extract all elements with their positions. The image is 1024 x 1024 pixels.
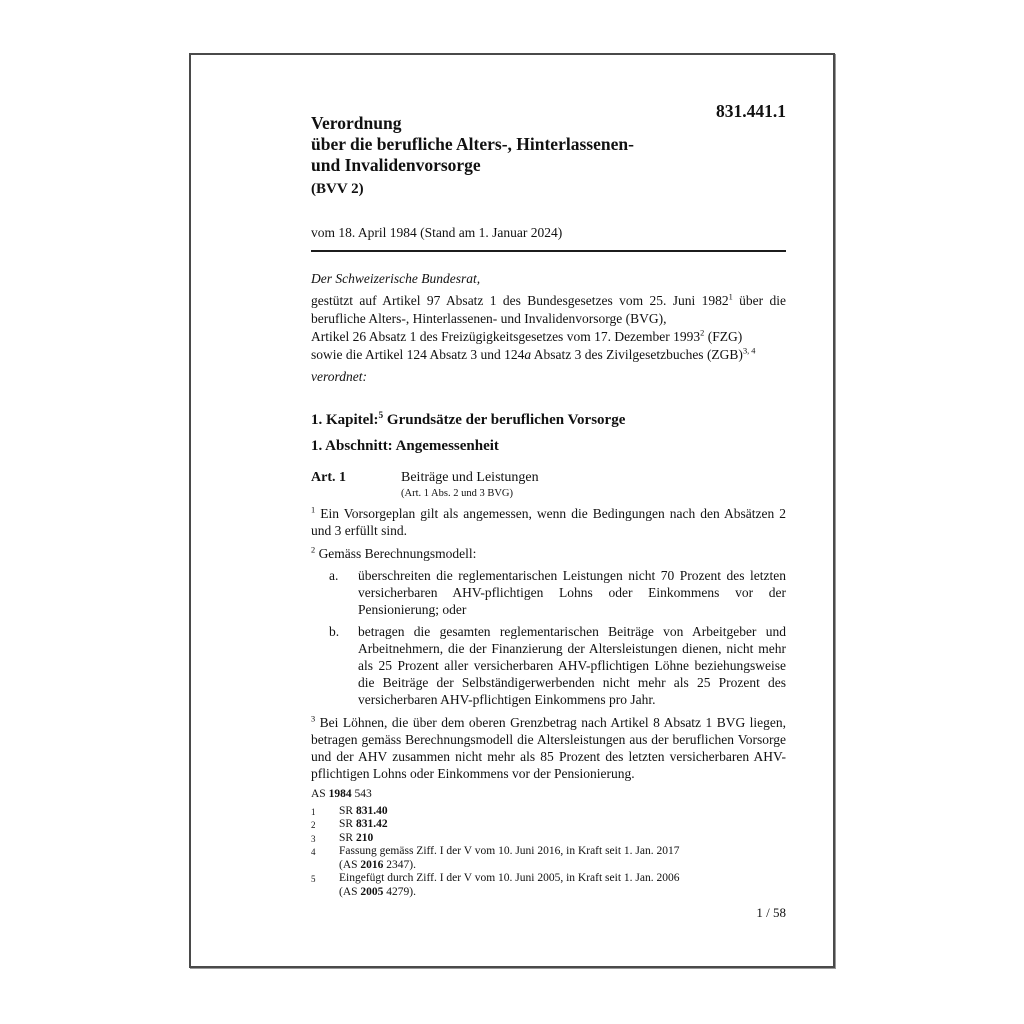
footnote-ref-2: 2 xyxy=(700,328,705,338)
article-legal-note: (Art. 1 Abs. 2 und 3 BVG) xyxy=(401,488,513,499)
doc-number: 831.441.1 xyxy=(716,101,786,121)
footnote-3 xyxy=(311,832,786,846)
date-line: vom 18. April 1984 (Stand am 1. Januar 2024) xyxy=(311,225,563,240)
chapter-heading xyxy=(311,412,786,429)
footnote-4-text: Fassung gemäss Ziff. I der V vom 10. Juni 2016, in Kraft seit 1. Jan. 2017 (AS 2016 2347). xyxy=(339,845,680,871)
article-title: Beiträge und Leistungen xyxy=(401,470,539,485)
chapter-title: Grundsätze der beruflichen Vorsorge xyxy=(383,412,626,428)
footnote-5-text: Eingefügt durch Ziff. I der V vom 10. Juni 2005, in Kraft seit 1. Jan. 2006 (AS 2005 4279). xyxy=(339,872,680,898)
paragraph-1 xyxy=(311,505,786,539)
list-item-a xyxy=(311,567,786,618)
article-title-block xyxy=(401,470,539,499)
as-year: 1984 xyxy=(328,788,352,800)
preamble-basis-3-italic: a xyxy=(524,347,532,362)
footnote-5 xyxy=(311,872,786,899)
footnote-4-number: 4 xyxy=(311,847,316,857)
article-heading xyxy=(311,470,786,499)
footnote-1-text: SR 831.40 xyxy=(339,804,388,817)
page-indicator: 1 / 58 xyxy=(756,905,786,920)
preamble-basis-1: gestützt auf Artikel 97 Absatz 1 des Bundesgesetzes vom 25. Juni 1982 xyxy=(311,293,729,308)
footnote-ref-3-4: 3, 4 xyxy=(742,346,756,356)
footnote-ref-5: 5 xyxy=(378,411,384,421)
footnote-3-number: 3 xyxy=(311,833,316,844)
footnote-1 xyxy=(311,805,786,819)
paragraph-2-text: Gemäss Berechnungsmodell: xyxy=(315,546,477,561)
doc-title-line-2: über die berufliche Alters-, Hinterlassenen- xyxy=(311,134,634,154)
paragraph-3-number: 3 xyxy=(311,714,316,724)
list-item-a-text: überschreiten die reglementarischen Leistungen nicht 70 Prozent des letzten versicherbaren AHV-pflichtigen Lohns oder Einkommens vor der Pensionierung; oder xyxy=(358,568,786,617)
article-number: Art. 1 xyxy=(311,470,346,485)
footnote-2 xyxy=(311,818,786,832)
list-item-b-label: b. xyxy=(329,624,340,639)
doc-title-line-3: und Invalidenvorsorge xyxy=(311,155,481,175)
paragraph-3-text: Bei Löhnen, die über dem oberen Grenzbetrag nach Artikel 8 Absatz 1 BVG liegen, betragen gemäss Berechnungsmodell die Altersleistungen aus der beruflichen Vorsorge und der AHV zusammen nicht mehr als 85 Prozent des letzten versicherbaren AHV-pflichtigen Lohns oder Einkommens vor der Pensionierung. xyxy=(311,715,786,781)
preamble-basis-2b: (FZG) xyxy=(704,329,743,344)
footnote-ref-1: 1 xyxy=(728,292,733,302)
preamble-basis-3a: sowie die Artikel 124 Absatz 3 und 124 xyxy=(311,347,525,362)
preamble-decree: verordnet: xyxy=(311,369,367,384)
as-prefix: AS xyxy=(311,788,329,800)
paragraph-3 xyxy=(311,714,786,782)
paragraph-2-number: 2 xyxy=(311,545,316,555)
list-item-b xyxy=(311,623,786,708)
preamble-basis-1b: über die berufliche Alters-, Hinterlassenen- und Invalidenvorsorge (BVG), xyxy=(311,293,786,326)
footnote-as-line xyxy=(311,788,786,802)
chapter-label: 1. Kapitel: xyxy=(311,412,379,428)
list-item-b-text: betragen die gesamten reglementarischen Beiträge von Arbeitgeber und Arbeitnehmern, die der Finanzierung der Altersleistungen dienen, nicht mehr als 25 Prozent aller versicherbaren AHV-pflichtigen Löhne beziehungsweise die Beiträge der Selbständigerwerbenden nicht mehr als 25 Prozent des versicherbaren AHV-pflichtigen Einkommens pro Jahr. xyxy=(358,624,786,707)
header-rule xyxy=(311,250,786,252)
footnote-5-number: 5 xyxy=(311,874,316,884)
preamble-basis-3b: Absatz 3 des Zivilgesetzbuches (ZGB) xyxy=(531,347,743,362)
paragraph-1-number: 1 xyxy=(311,505,316,515)
preamble-basis-2: Artikel 26 Absatz 1 des Freizügigkeitsgesetzes vom 17. Dezember 1993 xyxy=(311,329,701,344)
footnote-3-text: SR 210 xyxy=(339,831,374,844)
as-number: 543 xyxy=(351,788,372,800)
doc-title xyxy=(311,113,786,176)
footnote-2-number: 2 xyxy=(311,820,316,830)
footnote-4 xyxy=(311,845,786,872)
doc-abbreviation: (BVV 2) xyxy=(311,181,364,197)
footnotes-section xyxy=(311,788,786,899)
footnote-2-text: SR 831.42 xyxy=(339,818,388,830)
paragraph-1-text: Ein Vorsorgeplan gilt als angemessen, wenn die Bedingungen nach den Absätzen 2 und 3 erfüllt sind. xyxy=(311,506,786,538)
doc-title-line-1: Verordnung xyxy=(311,113,402,133)
paragraph-2 xyxy=(311,545,786,562)
preamble-text xyxy=(311,292,786,364)
list-item-a-label: a. xyxy=(329,568,339,583)
section-heading: 1. Abschnitt: Angemessenheit xyxy=(311,438,499,454)
footnote-1-number: 1 xyxy=(311,806,316,817)
document-page xyxy=(189,53,835,968)
preamble-author: Der Schweizerische Bundesrat, xyxy=(311,271,481,286)
